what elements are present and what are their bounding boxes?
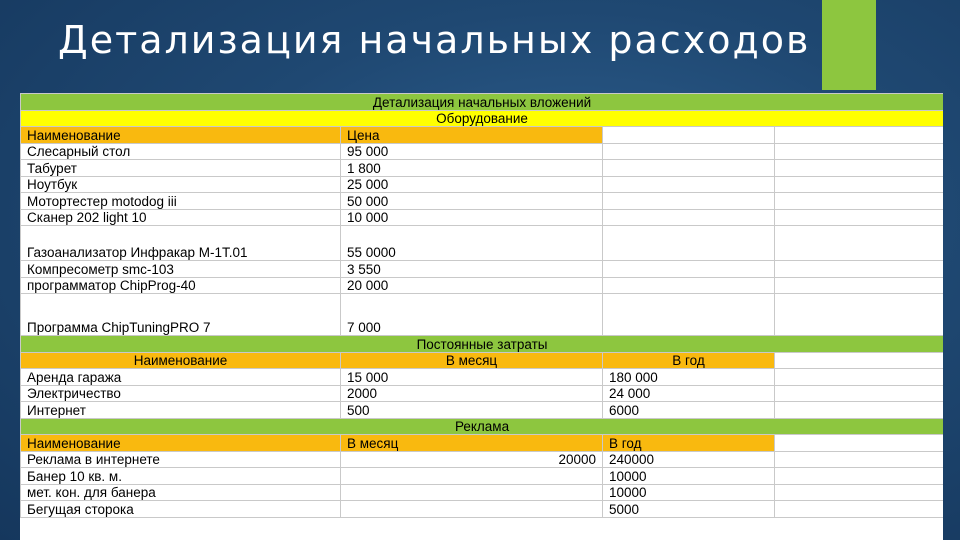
item-name: Реклама в интернете — [21, 451, 341, 468]
item-year: 180 000 — [603, 369, 775, 386]
item-month: 2000 — [341, 385, 603, 402]
col-header-name: Наименование — [21, 127, 341, 144]
item-month — [341, 484, 603, 501]
item-month: 500 — [341, 402, 603, 419]
col-header-name: Наименование — [21, 435, 341, 452]
item-price: 7 000 — [341, 294, 603, 336]
item-name: Компресометр smc-103 — [21, 261, 341, 278]
item-price: 55 0000 — [341, 226, 603, 261]
item-name: Аренда гаража — [21, 369, 341, 386]
main-header: Детализация начальных вложений — [21, 94, 944, 111]
item-name: Банер 10 кв. м. — [21, 468, 341, 485]
equipment-column-headers — [21, 127, 944, 144]
item-name: Сканер 202 light 10 — [21, 209, 341, 226]
item-month: 15 000 — [341, 369, 603, 386]
table-row — [21, 160, 944, 177]
item-name: Слесарный стол — [21, 143, 341, 160]
item-name: Интернет — [21, 402, 341, 419]
spreadsheet-table — [20, 93, 943, 540]
table-row — [21, 209, 944, 226]
col-header-month: В месяц — [341, 435, 603, 452]
item-name: Мотортестер motodog iii — [21, 193, 341, 210]
item-name: Бегущая сторока — [21, 501, 341, 518]
fixed-header: Постоянные затраты — [21, 336, 944, 353]
col-header-month: В месяц — [341, 352, 603, 369]
fixed-column-headers — [21, 352, 944, 369]
item-price: 50 000 — [341, 193, 603, 210]
item-price: 25 000 — [341, 176, 603, 193]
col-header-year: В год — [603, 435, 775, 452]
item-year: 10000 — [603, 484, 775, 501]
col-header-name: Наименование — [21, 352, 341, 369]
table-row — [21, 176, 944, 193]
table-row — [21, 385, 944, 402]
table-row — [21, 193, 944, 210]
item-name: Электричество — [21, 385, 341, 402]
item-name: Ноутбук — [21, 176, 341, 193]
table-row — [21, 369, 944, 386]
item-name: программатор ChipProg-40 — [21, 277, 341, 294]
table-row — [21, 501, 944, 518]
table-row — [21, 484, 944, 501]
table-row — [21, 294, 944, 336]
item-price: 1 800 — [341, 160, 603, 177]
table-row — [21, 402, 944, 419]
item-month — [341, 468, 603, 485]
item-price: 10 000 — [341, 209, 603, 226]
item-year: 24 000 — [603, 385, 775, 402]
table-row — [21, 261, 944, 278]
item-year: 6000 — [603, 402, 775, 419]
item-name: Программа ChipTuningPRO 7 — [21, 294, 341, 336]
ads-column-headers — [21, 435, 944, 452]
main-header-row — [21, 94, 944, 111]
accent-bar — [822, 0, 876, 90]
item-price: 20 000 — [341, 277, 603, 294]
ads-header-row — [21, 418, 944, 435]
table-row — [21, 226, 944, 261]
col-header-price: Цена — [341, 127, 603, 144]
table-row — [21, 277, 944, 294]
item-month — [341, 501, 603, 518]
item-year: 10000 — [603, 468, 775, 485]
item-price: 95 000 — [341, 143, 603, 160]
item-name: Табурет — [21, 160, 341, 177]
equipment-header: Оборудование — [21, 110, 944, 127]
fixed-header-row — [21, 336, 944, 353]
item-month: 20000 — [341, 451, 603, 468]
item-year: 240000 — [603, 451, 775, 468]
item-year: 5000 — [603, 501, 775, 518]
table-row — [21, 451, 944, 468]
item-name: Газоанализатор Инфракар М-1Т.01 — [21, 226, 341, 261]
ads-header: Реклама — [21, 418, 944, 435]
table-row — [21, 468, 944, 485]
equipment-header-row — [21, 110, 944, 127]
slide-title: Детализация начальных расходов — [58, 18, 811, 62]
item-price: 3 550 — [341, 261, 603, 278]
item-name: мет. кон. для банера — [21, 484, 341, 501]
col-header-year: В год — [603, 352, 775, 369]
table-row — [21, 143, 944, 160]
